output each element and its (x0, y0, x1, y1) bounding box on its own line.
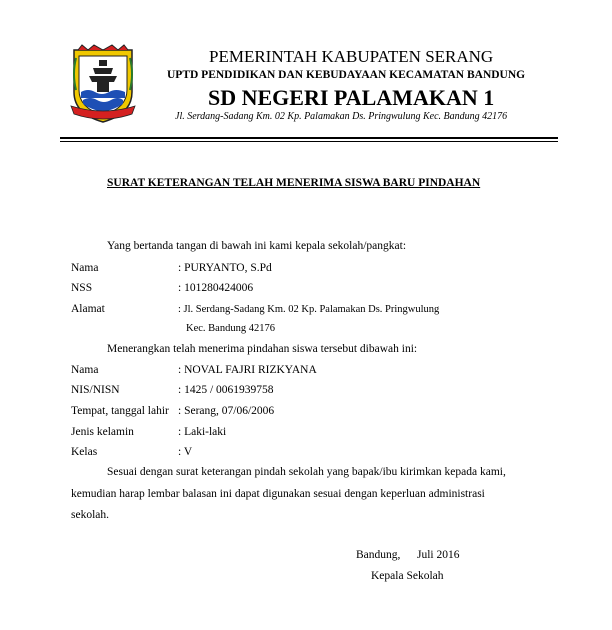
signer-name-value: : PURYANTO, S.Pd (178, 262, 272, 274)
signature-position: Kepala Sekolah (371, 570, 444, 582)
intro-paragraph: Yang bertanda tangan di bawah ini kami kepala sekolah/pangkat: (107, 240, 407, 252)
student-gender-label: Jenis kelamin (71, 426, 134, 438)
kop-department-name: UPTD PENDIDIKAN DAN KEBUDAYAAN KECAMATAN BANDUNG (167, 69, 526, 81)
signature-date: Juli 2016 (417, 549, 460, 561)
closing-line-2: kemudian harap lembar balasan ini dapat digunakan sesuai dengan keperluan administrasi (71, 488, 485, 500)
signer-address-label: Alamat (71, 303, 105, 315)
closing-line-1: Sesuai dengan surat keterangan pindah sekolah yang bapak/ibu kirimkan kepada kami, (107, 466, 506, 478)
student-gender-value: : Laki-laki (178, 426, 227, 438)
student-nis-value: : 1425 / 0061939758 (178, 384, 274, 396)
student-class-label: Kelas (71, 446, 98, 458)
letter-title: SURAT KETERANGAN TELAH MENERIMA SISWA BARU PINDAHAN (107, 177, 481, 189)
signature-place: Bandung, (356, 549, 401, 561)
student-name-label: Nama (71, 364, 99, 376)
letterhead-divider-thick (60, 137, 558, 139)
student-birth-value: : Serang, 07/06/2006 (178, 405, 275, 417)
statement-paragraph: Menerangkan telah menerima pindahan siswa tersebut dibawah ini: (107, 343, 418, 355)
student-name-value: : NOVAL FAJRI RIZKYANA (178, 364, 317, 376)
student-nis-label: NIS/NISN (71, 384, 120, 396)
signer-address-value-line1: : Jl. Serdang-Sadang Km. 02 Kp. Palamakan Ds. Pringwulung (178, 304, 440, 315)
closing-line-3: sekolah. (71, 509, 110, 521)
kop-government-name: PEMERINTAH KABUPATEN SERANG (209, 47, 494, 66)
regency-emblem-logo (68, 44, 138, 124)
signer-nss-label: NSS (71, 282, 93, 294)
signer-nss-value: : 101280424006 (178, 282, 254, 294)
student-birth-label: Tempat, tanggal lahir (71, 405, 169, 417)
letterhead-divider-thin (60, 141, 558, 142)
signer-address-value-line2: Kec. Bandung 42176 (186, 323, 275, 334)
kop-school-name: SD NEGERI PALAMAKAN 1 (208, 85, 495, 110)
student-class-value: : V (178, 446, 193, 458)
kop-address: Jl. Serdang-Sadang Km. 02 Kp. Palamakan Ds. Pringwulung Kec. Bandung 42176 (175, 111, 508, 122)
signer-name-label: Nama (71, 262, 99, 274)
